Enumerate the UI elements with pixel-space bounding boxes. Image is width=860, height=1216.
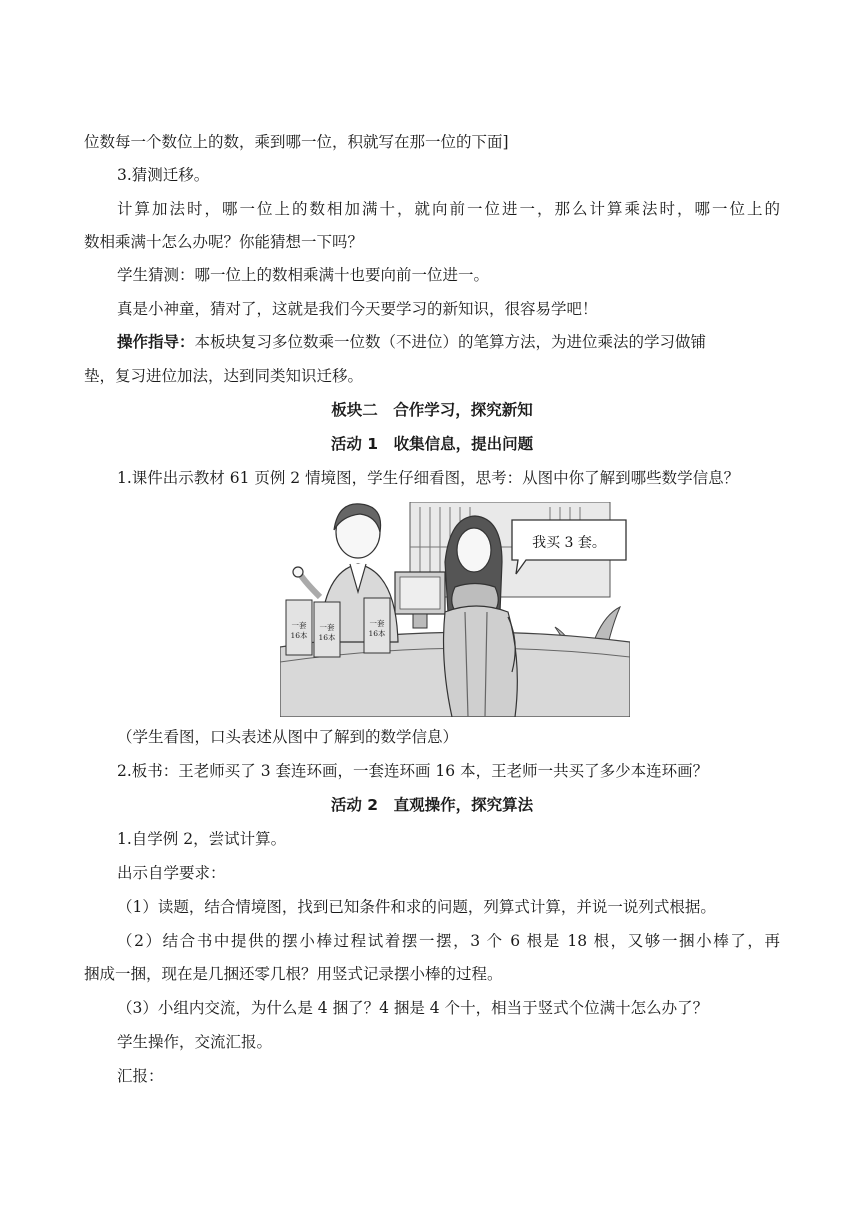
guidance-text: 本板块复习多位数乘一位数（不进位）的笔算方法，为进位乘法的学习做铺 [194,333,707,351]
text-line: 学生操作，交流汇报。 [117,1033,273,1051]
activity-heading: 活动 2 直观操作，探究算法 [330,796,534,814]
section-heading: 板块二 合作学习，探究新知 [331,401,533,419]
guidance-paragraph [84,331,780,353]
text-line: 1.课件出示教材 61 页例 2 情境图，学生仔细看图，思考：从图中你了解到哪些数学信息？ [117,469,740,487]
box-label: 16本 [318,633,336,642]
text-line: （学生看图，口头表述从图中了解到的数学信息） [117,728,459,746]
text-line: 捆成一捆，现在是几捆还零几根？用竖式记录摆小棒的过程。 [84,965,503,983]
text-line: （1）读题，结合情境图，找到已知条件和求的问题，列算式计算，并说一说列式根据。 [117,898,716,916]
text-line: 3.猜测迁移。 [117,166,210,184]
text-line: （2）结合书中提供的摆小棒过程试着摆一摆，3 个 6 根是 18 根，又够一捆小棒了，再 [117,932,780,950]
box-label: 一套 [319,623,335,632]
activity-heading: 活动 1 收集信息，提出问题 [330,435,534,453]
box-label: 16本 [290,631,308,640]
box-label: 一套 [369,619,385,628]
text-line: 汇报： [117,1067,164,1085]
text-line: 1.自学例 2，尝试计算。 [117,830,287,848]
text-line: 垫，复习进位加法，达到同类知识迁移。 [84,367,364,385]
text-line: 真是小神童，猜对了，这就是我们今天要学习的新知识，很容易学吧！ [117,300,598,318]
text-line: 数相乘满十怎么办呢？你能猜想一下吗？ [84,233,364,251]
speech-bubble-text: 我买 3 套。 [532,535,606,551]
box-label: 16本 [368,629,386,638]
textbook-illustration [280,502,630,717]
text-line: 学生猜测：哪一位上的数相乘满十也要向前一位进一。 [117,266,490,284]
text-line: 出示自学要求： [117,864,226,882]
text-line: 2.板书：王老师买了 3 套连环画，一套连环画 16 本，王老师一共买了多少本连环画？ [117,762,709,780]
box-label: 一套 [291,621,307,630]
text-line: 计算加法时，哪一位上的数相加满十，就向前一位进一，那么计算乘法时，哪一位上的 [117,200,780,218]
guidance-label: 操作指导： [117,333,195,351]
text-line: （3）小组内交流，为什么是 4 捆了？4 捆是 4 个十，相当于竖式个位满十怎么办了？ [117,999,709,1017]
text-line: 位数每一个数位上的数，乘到哪一位，积就写在那一位的下面] [84,133,509,151]
